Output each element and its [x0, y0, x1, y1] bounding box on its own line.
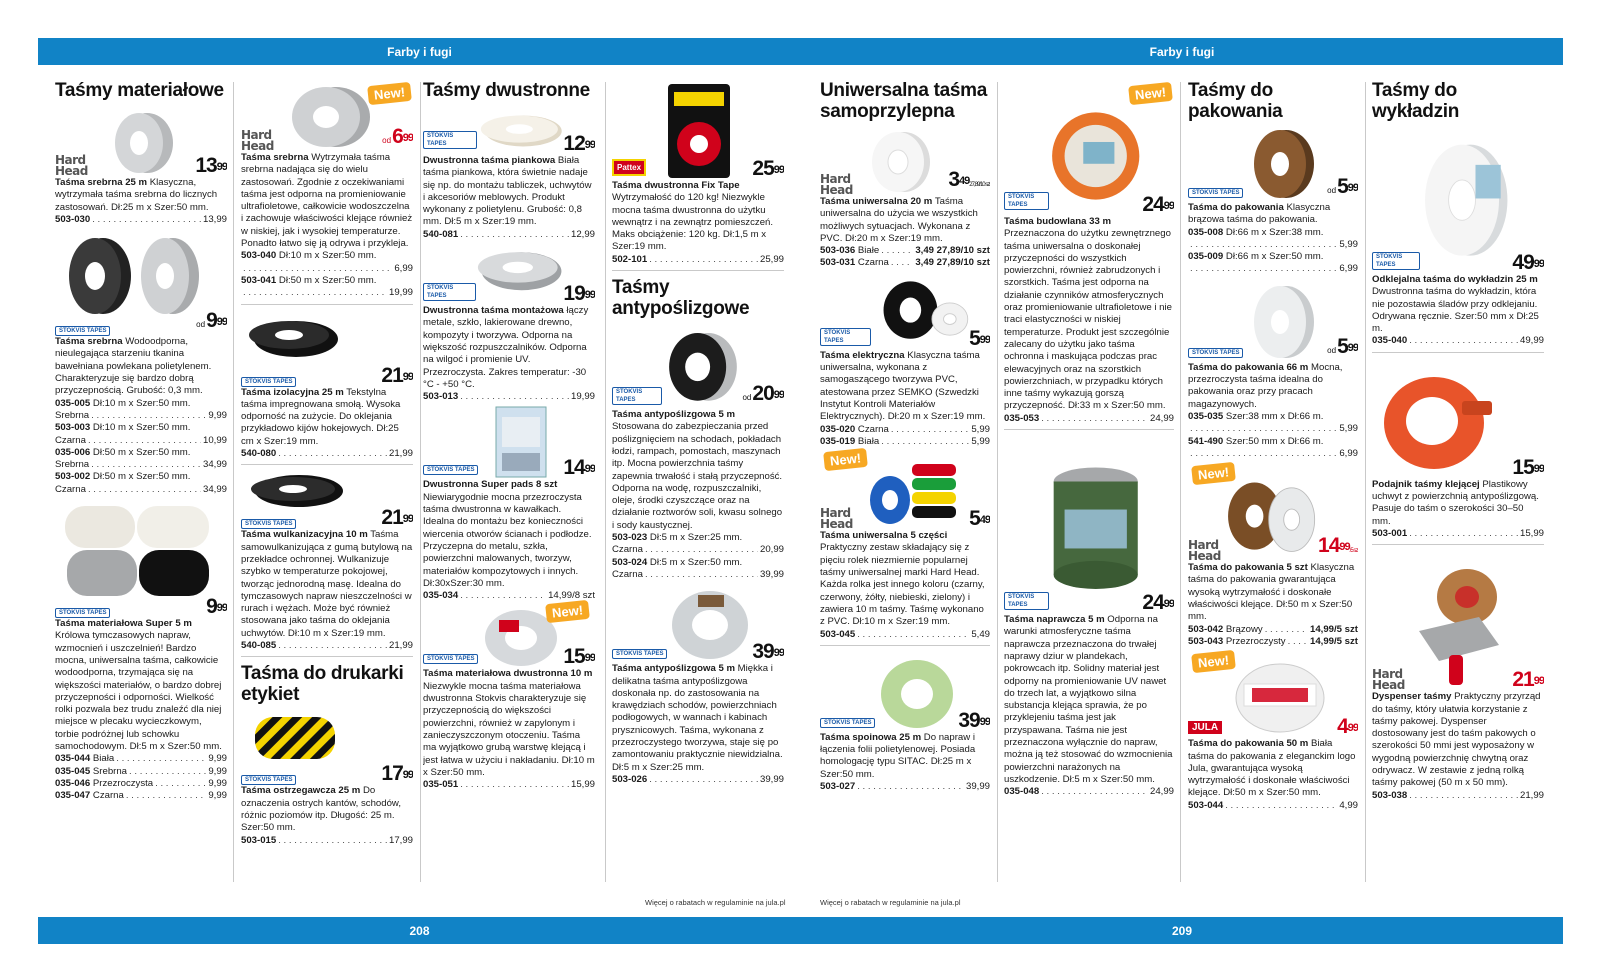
tape-holder-image [1372, 363, 1502, 479]
footnote-left: Więcej o rabatach w regulaminie na jula.pl [645, 898, 786, 907]
carpet-tape-image [1420, 128, 1512, 274]
heading-uniwersalna-tasma: Uniwersalna taśma samoprzylepna [820, 80, 988, 122]
stokvis-logo: STOKVIS TAPES [241, 377, 296, 387]
product-tasma-do-pakowania-66m: Taśma do pakowania 66 m Mocna, przezroczysta taśma idealna do pakowania oraz przy pracach magazynowych. 035-035 Szer:38 mm x Dł:66 m. . . . 5,99 541-490 Szer:50 mm x Dł:66 m. . . . 6,99 [1188, 362, 1358, 460]
product-tasma-antyposlizgowa-miekka: Taśma antypoślizgowa 5 m Miękka i delikatna taśma antypoślizgowa doskonała np. do zastosowania na krawędziach schodów, powierzchniach podłogowych, w wannach i kabinach prysznicowych. Taśma, wykonana z przezroczystego tworzywa, staje się po zamontowaniu praktycznie niewidzialna. Dł:5 m x Szer:25 mm. 503-026 . . . 39,99 [612, 663, 784, 786]
column-2 [241, 80, 413, 910]
hardhead-logo: Hard Head [241, 128, 274, 153]
footnote-right: Więcej o rabatach w regulaminie na jula.pl [820, 898, 961, 907]
price-label: $12^{99}$ [563, 132, 595, 155]
divider [612, 270, 784, 271]
product-fix-tape: Taśma dwustronna Fix Tape Wytrzymałość do 120 kg! Niezwykle mocna taśma dwustronna do użytku wewnątrz i na zewnątrz pomieszczeń. Maks obciążenie: 120 kg. Dł:1,5 m x Szer:19 mm. 502-101 . . . 25,99 [612, 180, 784, 266]
price-label: $21^{99}$ [1512, 668, 1544, 692]
construction-tape-image [1049, 96, 1142, 216]
price-label: $25^{99}$ [752, 157, 784, 180]
hardhead-logo: Hard Head [820, 172, 853, 197]
new-badge: New! [1191, 462, 1236, 485]
stokvis-logo: STOKVIS TAPES [1372, 252, 1420, 270]
price-label: $4^{99}$ [1337, 715, 1358, 739]
heading-tasmy-do-wykladzin: Taśmy do wykładzin [1372, 80, 1460, 122]
product-image-row [241, 80, 413, 152]
product-image-row [241, 311, 413, 367]
stokvis-logo: STOKVIS TAPES [423, 131, 477, 149]
price-label: $3^{49}27,89/10$ szt [948, 168, 990, 191]
product-image-row [612, 80, 784, 180]
product-tasma-do-pakowania-50m: Taśma do pakowania 50 m Biała taśma do pakowania z eleganckim logo Jula, gwarantująca wysoką wytrzymałość i doskonałe właściwości klejące. Dł:50 m x Szer:50 mm. 503-044 . . . 4,99 [1188, 738, 1358, 812]
product-tasma-do-pakowania: Taśma do pakowania Klasyczna brązowa taśma do pakowania. 035-008 Dł:66 m x Szer:38 mm. . . . 5,99 035-009 Dł:66 m x Szer:50 mm. . . . 6,99 [1188, 202, 1358, 276]
mounting-tape-image [476, 245, 563, 305]
pattex-logo: Pattex [612, 159, 646, 176]
column-divider [605, 82, 606, 882]
foam-tape-image [477, 109, 564, 155]
product-taśma-srebrna: Taśma srebrna Wodoodporna, nieulegająca starzeniu tkanina bawełniana powlekana polietylenem. Charakteryzuje się bardzo dobrą przyczepnością. Grubość: 0,3 mm. 035-005 Dł:10 m x Szer:50 mm. Srebrna . . . 9,99 503-003 Dł:10 m x Szer:50 mm. Czarna . . . 10,99 035-006 Dł:50 m x Szer:50 mm. Srebrna . . . 34,99 503-002 Dł:50 m x Szer:50 mm. Czarna . . . 34,99 [55, 336, 227, 496]
product-image-row [820, 452, 990, 530]
price-label: $9^{99}$ [206, 595, 227, 619]
column-4 [612, 80, 784, 910]
price-label: $15^{99}$ [1512, 455, 1544, 479]
colored-tapes-set-image [862, 458, 962, 530]
heading-tasma-do-drukarki: Taśma do drukarki etykiet [241, 663, 404, 706]
seam-tape-image [877, 656, 957, 732]
product-image-row [820, 270, 990, 350]
price-label: $od20^{99}$ [742, 382, 784, 406]
product-taśma-srebrna-25m: Taśma srebrna 25 m Klasyczna, wytrzymała taśma srebrna do licznych zastosowań. Dł:25 m x Szer:50 mm. 503-030 . . . 13,99 [55, 177, 227, 226]
price-label: $od5^{99}$ [1327, 334, 1358, 358]
stokvis-logo: STOKVIS TAPES [423, 465, 478, 475]
product-image-row [1372, 124, 1544, 274]
brand-price-row [241, 762, 413, 786]
product-tasma-spoinowa: Taśma spoinowa 25 m Do napraw i łączenia folii polietylenowej. Posiada homologację typu SITAC. Dł:25 m x Szer:50 mm. 503-027 . . . 39,99 [820, 732, 990, 793]
column-divider [1365, 82, 1366, 882]
page-number-209: 209 [1171, 923, 1193, 938]
product-image-row [1188, 652, 1358, 738]
product-image-row [55, 500, 227, 600]
heading-tasmy-antyposlizgowe: Taśmy antypoślizgowe [612, 277, 750, 320]
hardhead-logo: Hard Head [1188, 538, 1221, 564]
stokvis-logo: STOKVIS TAPES [1188, 348, 1243, 358]
price-row: 503-030 . . . 13,99 [55, 214, 227, 226]
hardhead-logo: Hard Head [1372, 667, 1405, 693]
price-label: $24^{99}$ [1142, 591, 1174, 615]
brand-price-row [241, 363, 413, 387]
product-image-row [423, 241, 595, 305]
column-1 [55, 80, 227, 910]
stokvis-logo: STOKVIS TAPES [55, 326, 110, 336]
product-tasma-do-pakowania-5szt: Taśma do pakowania 5 szt Klasyczna taśma do pakowania gwarantująca wysoką wytrzymałość i doskonałe właściwości klejące. Dł:50 m x Szer:50 mm. 503-042 Brązowy . . . 14,99/5 szt 503-043 Przezroczysty . . . 14,99/5 szt [1188, 562, 1358, 648]
product-image-row [1188, 124, 1358, 202]
brand-price-row [241, 506, 413, 530]
product-image-row [55, 232, 227, 318]
product-image-row [241, 471, 413, 509]
stokvis-logo: STOKVIS TAPES [423, 654, 478, 664]
divider [241, 656, 413, 657]
price-label: $5^{99}$ [969, 326, 990, 350]
product-dwustronna-super-pads: Dwustronna Super pads 8 szt Niewiarygodnie mocna przezroczysta taśma dwustronna w kawałkach. Idealna do montażu bez konieczności wiercenia otworów ścianach i podłodze. Przyczepna do metalu, szkła, powierzchni malowanych, tworzyw, materiałów kompozytowych i innych. Dł:30xSzer:30 mm. 035-034 . . . 14,99/8 szt [423, 479, 595, 602]
section-header-left [38, 38, 801, 65]
super-tape-rolls-image [55, 502, 215, 600]
product-image-row [423, 602, 595, 668]
product-tasma-antyposlizgowa: Taśma antypoślizgowa 5 m Stosowana do zabezpieczania przed poślizgnięciem na schodach, pokładach łodzi, rampach, pomostach, maszynach itp. Mocna powierzchnia taśmy zapewnia trwałość i stałą przyczepność. Odporna na wodę, rozpuszczalniki, oleje, środki czyszczące oraz na działanie roztworów soli, kwasu solnego i sody kaustycznej. 503-023 Dł:5 m x Szer:25 mm. Czarna . . . 20,99 503-024 Dł:5 m x Szer:50 mm. Czarna . . . 39,99 [612, 409, 784, 581]
jula-packing-tape-image [1230, 658, 1330, 738]
product-taśma-ostrzegawcza: Taśma ostrzegawcza 25 m Do oznaczenia ostrych kantów, schodów, różnic poziomów itp. Długość: 25 m. Szer:50 mm. 503-015 . . . 17,99 [241, 785, 413, 846]
product-image-row [820, 124, 990, 196]
heading-tasmy-materialowe: Taśmy materiałowe [55, 80, 224, 101]
silver-tape-image [107, 105, 177, 177]
price-label: $39^{99}$ [958, 708, 990, 732]
product-dwustronna-tasma-montazowa: Dwustronna taśma montażowa łączy metale, szkło, lakierowane drewno, kompozyty i tworzywa. Odporna na większość rozpuszczalników. Odporna na wilgoć i promienie UV. Przezroczysta. Zakres temperatur: -30 °C - +50 °C. 503-013 . . . 19,99 [423, 305, 595, 403]
hardhead-logo: Hard Head [820, 506, 853, 532]
price-label: $19^{99}$ [563, 282, 595, 306]
repair-tape-image [1049, 444, 1142, 614]
new-badge: New! [545, 600, 590, 623]
product-tasma-materialowa-dwustronna: Taśma materiałowa dwustronna 10 m Niezwykle mocna taśma materiałowa dwustronna Stokvis charakteryzuje się przyczepnością do większości powierzchni, również w zapylonym i zanieczyszczonym otoczeniu. Taśma ma wyjątkowo grubą warstwę klejącą i jest łatwa w użyciu i nakładaniu. Dł:10 m x Szer:50 mm. 035-051 . . . 15,99 [423, 668, 595, 791]
vulcanizing-tape-image [241, 473, 351, 509]
product-tasma-uniwersalna-5-czesci: Taśma uniwersalna 5 części Praktyczny zestaw składający się z pięciu rolek niezmiernie popularnej taśmy uniwersalnej marki Hard Head. Każda rolka jest innego koloru (czarny, czerwony, żółty, niebieski, zielony) i zawiera 10 m taśmy. Taśmę wykonano z PVC. Dł:10 m x Szer:19 mm. 503-045 . . . 5,49 [820, 530, 990, 641]
price-label: $od6^{99}$ [382, 125, 413, 148]
price-label: $5^{49}$ [969, 507, 990, 531]
product-image-row [55, 103, 227, 177]
price-label: $14^{99}$ [563, 456, 595, 480]
section-title-left: Farby i fugi [387, 44, 452, 59]
price-label: $od9^{99}$ [196, 309, 227, 333]
section-header-right [801, 38, 1563, 65]
price-label: $21^{99}$ [381, 506, 413, 530]
electrical-tape-image [871, 272, 970, 350]
product-image-row [612, 581, 784, 663]
price-label: $13^{99}$ [195, 154, 227, 177]
product-image-row [423, 403, 595, 479]
column-5 [820, 80, 990, 910]
black-insulation-tape-image [241, 315, 341, 367]
section-title-right: Farby i fugi [1149, 44, 1215, 59]
price-label: $15^{99}$ [563, 645, 595, 669]
product-tasma-uniwersalna-20m: Taśma uniwersalna 20 m Taśma uniwersalna do użycia we wszystkich możliwych sytuacjach. Wykonana z PVC. Dł:20 m x Szer:19 mm. 503-036 Białe . . . 3,49 27,89/10 szt 503-031 Czarna . . . 3,49 27,89/10 szt [820, 196, 990, 270]
divider [1372, 544, 1544, 545]
stokvis-logo: STOKVIS TAPES [612, 649, 667, 659]
product-image-row [1372, 551, 1544, 691]
hardhead-logo: Hard Head [55, 153, 88, 178]
column-divider [420, 82, 421, 882]
stokvis-logo: STOKVIS TAPES [820, 328, 871, 346]
stokvis-logo: STOKVIS TAPES [1188, 188, 1243, 198]
price-label: $od5^{99}$ [1327, 175, 1358, 198]
page-number-left [38, 917, 801, 944]
product-dwustronna-tasma-piankowa: Dwustronna taśma piankowa Biała taśma piankowa, która świetnie nadaje się np. do montażu tabliczek, uchwytów i akcesoriów meblowych. Produkt wykonany z polietylenu. Grubość: 0,8 mm. Dł:5 m x Szer:19 mm. 540-081 . . . 12,99 [423, 155, 595, 241]
page-number-208: 208 [409, 923, 430, 938]
product-tasma-budowlana: Taśma budowlana 33 m Przeznaczona do użytku zewnętrznego taśma uniwersalna o doskonałej przyczepności do wszystkich powierzchni, również zabrudzonych i szorstkich. Taśma jest odporna na działanie czynników atmosferycznych oraz promieniowanie ultrafioletowe i nie traci elastyczności w niskiej temperaturze. Produkt jest szczególnie zalecany do użytku jako taśma ochronna i maskująca podczas prac elewacyjnych oraz na szorstkich powierzchniach, w przypadku których inne taśmy wykazują gorszą przyczepność. Dł:33 m x Szer:50 mm. 035-053 . . . 24,99 [1004, 216, 1174, 425]
stokvis-logo: STOKVIS TAPES [1004, 592, 1049, 610]
stokvis-logo: STOKVIS TAPES [241, 775, 296, 785]
heading-tasmy-dwustronne: Taśmy dwustronne [423, 80, 590, 101]
divider [820, 645, 990, 646]
column-3 [423, 80, 595, 910]
column-7 [1188, 80, 1358, 910]
brand-price-row [55, 595, 227, 619]
column-divider [997, 82, 998, 882]
product-image-row [1188, 464, 1358, 562]
white-universal-tape-image [868, 126, 934, 196]
stokvis-logo: STOKVIS TAPES [820, 718, 875, 728]
price-label: $49^{99}$ [1512, 251, 1544, 274]
column-8 [1372, 80, 1544, 910]
product-taśma-izolacyjna: Taśma izolacyjna 25 m Tekstylna taśma impregnowana smołą. Wysoka odporność na zużycie. Do oklejania przykładowo kijów hokejowych. Dł:25 cm x Szer:19 mm. 540-080 . . . 21,99 [241, 387, 413, 461]
stokvis-logo: STOKVIS TAPES [423, 283, 476, 301]
divider [1372, 352, 1544, 353]
product-tasma-naprawcza: Taśma naprawcza 5 m Odporna na warunki atmosferyczne taśma naprawcza przeznaczona do trwałej naprawy dziur w plandekach, pokrowcach itp. Solidny materiał jest odporny na promieniowanie UV nawet do trzech lat, a wyjątkowo silna substancja klejąca sprawia, że po przyklejeniu taśma jest jak przyspawana. Taśma nie jest przeznaczona wyłącznie do napraw, można ją też stosować do wzmocnienia powierzchni narażonych na uszkodzenie. Dł:5 m x Szer:50 mm. 035-048 . . . 24,99 [1004, 614, 1174, 798]
black-silver-tape-image [55, 234, 205, 318]
price-label: $21^{99}$ [381, 363, 413, 387]
column-divider [233, 82, 234, 882]
product-taśma-materiałowa-super: Taśma materiałowa Super 5 m Królowa tymczasowych napraw, wzmocnień i uszczelnień! Bardzo mocna, uniwersalna taśma, całkowicie wodoodporna, trzymająca się na większości materiałów, o bardzo dobrej przyczepności i odporności. Wielkość rolki pozwala bez trudu znaleźć dla niej miejsce w plecaku wycieczkowym, torbie podróżnej lub schowku samochodowym. Dł:5 m x Szer:50 mm. 035-044 Biała . . . 9,99 035-045 Srebrna . . . 9,99 035-046 Przezroczysta . . . 9,99 035-047 Czarna . . . 9,99 [55, 618, 227, 802]
new-badge: New! [1191, 650, 1236, 673]
stokvis-logo: STOKVIS TAPES [1004, 192, 1049, 210]
product-dyspenser-tasmy: Dyspenser taśmy Praktyczny przyrząd do taśmy, który ułatwia korzystanie z taśmy pakowej. Dyspenser dostosowany jest do taśm pakowych o szerokości 50 mmi jest wyposażony w wygodną powierzchnię chwytną oraz odrywacz. W zestawie z jedną rolką taśmy pakowej (50 m x 50 mm). 503-038 . . . 21,99 [1372, 691, 1544, 802]
new-badge: New! [823, 448, 868, 471]
stokvis-logo: STOKVIS TAPES [55, 608, 110, 618]
divider [241, 304, 413, 305]
product-image-row [1004, 80, 1174, 216]
product-image-row [423, 103, 595, 155]
product-image-row [612, 321, 784, 409]
product-image-row [241, 707, 413, 765]
silver-tape-image [284, 82, 374, 152]
product-image-row [1372, 359, 1544, 479]
product-taśma-wulkanizacyjna: Taśma wulkanizacyjna 10 m Taśma samowulkanizująca z gumą butylową na przekładce ochronnej. Wulkanizuje szybko w temperaturze pokojowej, tworząc jednorodną masę. Idealna do tymczasowych napraw nieszczelności w rurach i wężach. Może być również stosowana jako taśma do oklejania uchwytów. Dł:10 m x Szer:19 mm. 540-085 . . . 21,99 [241, 529, 413, 652]
warning-tape-image [241, 709, 351, 765]
product-taśma-srebrna: Taśma srebrna Wytrzymała taśma srebrna nadająca się do wielu zastosowań. Zgodnie z oczekiwaniami taśma jest odporna na promieniowanie ultrafioletowe, całkowicie wodoszczelna i zachowuje właściwości klejące również w niskiej, jak i wysokiej temperaturze. Ponadto łatwo się ją odrywa i przykleja. 503-040 Dł:10 m x Szer:50 mm. . . . 6,99 503-041 Dł:50 m x Szer:50 mm. . . . 19,99 [241, 152, 413, 300]
price-label: $39^{99}$ [752, 640, 784, 664]
price-label: $24^{99}$ [1142, 193, 1174, 216]
stokvis-logo: STOKVIS TAPES [612, 387, 662, 405]
brand-price-row [55, 309, 227, 336]
clear-antislip-tape-image [668, 583, 752, 663]
product-image-row [1188, 280, 1358, 362]
super-pads-package-image [494, 405, 548, 479]
page-number-right [801, 917, 1563, 944]
product-tasma-elektryczna: Taśma elektryczna Klasyczna taśma uniwersalna, wykonana z samogaszącego tworzywa PVC, atestowana przez SEMKO (Szwedzki Instytut Kontroli Materiałów Elektrycznych). Dł:20 m x Szer:19 mm. 035-020 Czarna . . . 5,99 035-019 Biała . . . 5,99 [820, 350, 990, 448]
product-podajnik-tasmy: Podajnik taśmy klejącej Plastikowy uchwyt z powierzchnią antypoślizgową. Pasuje do taśm o szerokości 30–50 mm. 503-001 . . . 15,99 [1372, 479, 1544, 540]
packing-tape-5pcs-image [1221, 472, 1318, 562]
new-badge: New! [367, 82, 412, 105]
pattex-fix-tape-image [666, 82, 732, 180]
column-divider [1180, 82, 1181, 882]
product-odklejalna-tasma-do-wykladzin: Odklejalna taśma do wykładzin 25 m Dwustronna taśma do wykładzin, która nie pozostawia śladów przy odklejaniu. Odrywana ręcznie. Szer:50 mm x Dł:25 m. 035-040 . . . 49,99 [1372, 274, 1544, 348]
price-label: $14^{99}/5$ szt [1318, 534, 1358, 558]
price-label: $17^{99}$ [381, 762, 413, 786]
divider [1004, 429, 1174, 430]
clear-packing-tape-image [1250, 282, 1320, 362]
antislip-tape-image [662, 323, 742, 409]
tape-dispenser-image [1409, 561, 1509, 691]
product-image-row [1004, 436, 1174, 614]
column-6 [1004, 80, 1174, 910]
stokvis-logo: STOKVIS TAPES [241, 519, 296, 529]
brown-packing-tape-image [1250, 126, 1320, 202]
divider [241, 464, 413, 465]
heading-tasmy-do-pakowania: Taśmy do pakowania [1188, 80, 1283, 122]
jula-logo: JULA [1188, 721, 1222, 734]
product-image-row [820, 652, 990, 732]
new-badge: New! [1128, 82, 1173, 105]
